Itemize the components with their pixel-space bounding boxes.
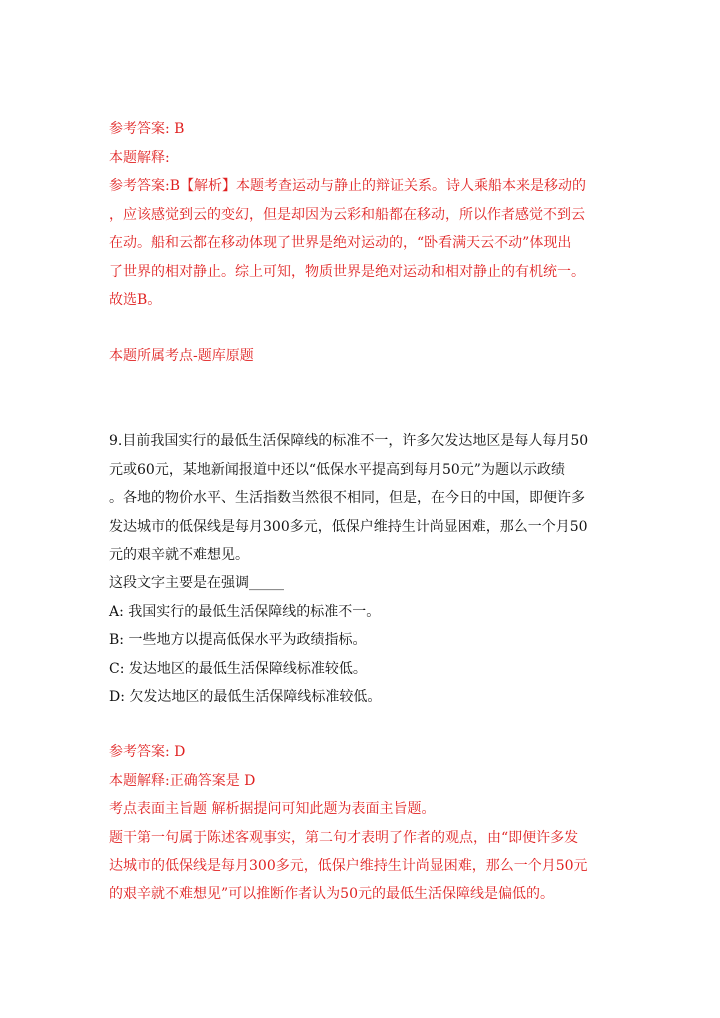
explain-short: 本题解释:正确答案是 D [109, 773, 256, 789]
prev-explanation-line: 了世界的相对静止。综上可知，物质世界是绝对运动和相对静止的有机统一。 [109, 264, 585, 280]
question-prompt: 这段文字主要是在强调_____ [109, 575, 284, 591]
question-stem-line: 元或60元，某地新闻报道中还以“低保水平提高到每月50元”为题以示政绩 [109, 462, 565, 478]
prev-explanation-line: 参考答案:B【解析】本题考查运动与静止的辩证关系。诗人乘船本来是移动的 [109, 178, 587, 194]
question-stem-line: 元的艰辛就不难想见。 [109, 547, 249, 563]
answer: 参考答案: D [109, 744, 186, 760]
analysis-line: 达城市的低保线是每月300多元，低保户维持生计尚显困难，那么一个月50元 [109, 858, 588, 874]
point: 考点表面主旨题 解析据提问可知此题为表面主旨题。 [109, 801, 436, 817]
question-stem-line: 9.目前我国实行的最低生活保障线的标准不一，许多欠发达地区是每人每月50 [109, 433, 589, 449]
option-b: B: 一些地方以提高低保水平为政绩指标。 [109, 632, 367, 648]
analysis-line: 的艰辛就不难想见”可以推断作者认为50元的最低生活保障线是偏低的。 [109, 886, 554, 902]
prev-explain-label: 本题解释: [109, 150, 170, 166]
prev-explanation-line: 在动。船和云都在移动体现了世界是绝对运动的，“卧看满天云不动”体现出 [109, 235, 572, 251]
prev-answer: 参考答案: B [109, 121, 185, 137]
question-stem-line: 。各地的物价水平、生活指数当然很不相同，但是，在今日的中国，即便许多 [109, 490, 585, 506]
prev-explanation-line: 故选B。 [109, 292, 162, 308]
question-stem-line: 发达城市的低保线是每月300多元，低保户维持生计尚显困难，那么一个月50 [109, 519, 588, 535]
analysis-line: 题干第一句属于陈述客观事实，第二句才表明了作者的观点，由“即便许多发 [109, 830, 579, 846]
prev-explanation-line: ，应该感觉到云的变幻，但是却因为云彩和船都在移动，所以作者感觉不到云 [109, 207, 585, 223]
prev-source: 本题所属考点-题库原题 [109, 348, 254, 364]
option-d: D: 欠发达地区的最低生活保障线标准较低。 [109, 689, 382, 705]
option-c: C: 发达地区的最低生活保障线标准较低。 [109, 661, 367, 677]
option-a: A: 我国实行的最低生活保障线的标准不一。 [109, 604, 381, 620]
